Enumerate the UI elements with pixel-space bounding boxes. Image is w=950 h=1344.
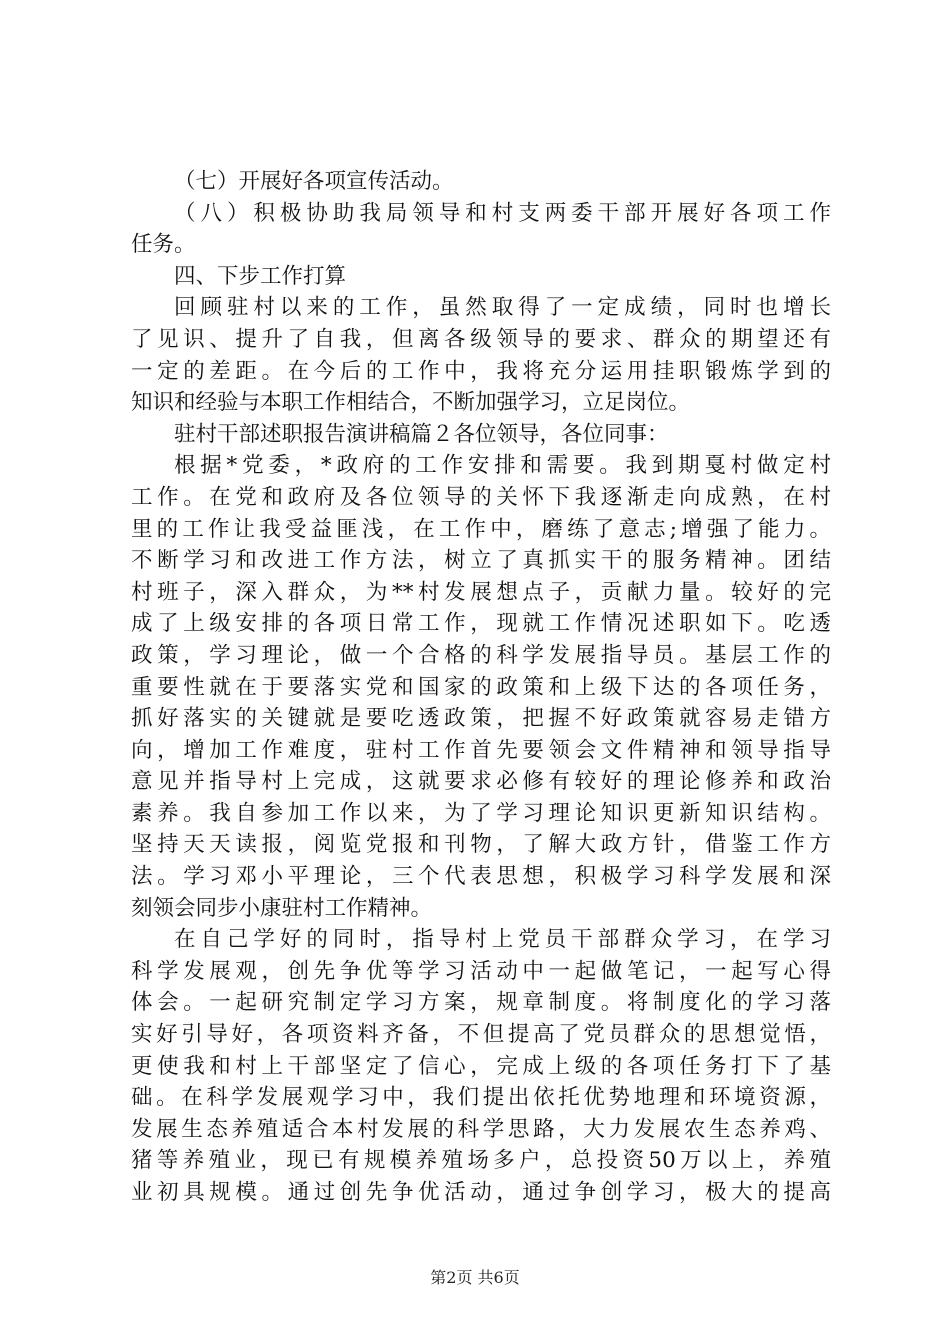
text-line: 一定的差距。在今后的工作中，我将充分运用挂职锻炼学到的 [131,358,831,384]
text-line: （七）开展好各项宣传活动。 [174,169,454,194]
text-line: 猪等养殖业，现已有规模养殖场多户，总投资50万以上，养殖 [131,1148,831,1174]
text-line: 不断学习和改进工作方法，树立了真抓实干的服务精神。团结 [131,548,831,574]
text-line: 村班子，深入群众，为**村发展想点子，贡献力量。较好的完 [131,579,831,605]
text-line: 业初具规模。通过创先争优活动，通过争创学习，极大的提高 [131,1180,831,1205]
text-line: 向，增加工作难度，驻村工作首先要领会文件精神和领导指导 [131,737,831,763]
text-line: 意见并指导村上完成，这就要求必修有较好的理论修养和政治 [131,769,831,795]
text-line: （八）积极协助我局领导和村支两委干部开展好各项工作 [174,200,831,226]
text-line: 坚持天天读报，阅览党报和刊物，了解大政方针，借鉴工作方 [131,832,831,858]
text-line: 科学发展观，创先争优等学习活动中一起做笔记，一起写心得 [131,958,831,984]
text-line: 体会。一起研究制定学习方案，规章制度。将制度化的学习落 [131,990,831,1016]
text-line: 在自己学好的同时，指导村上党员干部群众学习，在学习 [174,927,831,953]
text-line: 素养。我自参加工作以来，为了学习理论知识更新知识结构。 [131,800,831,826]
section-heading: 四、下步工作打算 [174,263,347,289]
text-line: 实好引导好，各项资料齐备，不但提高了党员群众的思想觉悟， [131,1022,831,1048]
text-line: 政策，学习理论，做一个合格的科学发展指导员。基层工作的 [131,642,831,668]
body-text [131,166,831,1209]
text-line: 任务。 [131,232,196,258]
text-line: 驻村干部述职报告演讲稿篇２各位领导，各位同事： [174,421,669,447]
text-line: 发展生态养殖适合本村发展的科学思路，大力发展农生态养鸡、 [131,1116,831,1142]
text-line: 重要性就在于要落实党和国家的政策和上级下达的各项任务， [131,674,831,700]
text-line: 抓好落实的关键就是要吃透政策，把握不好政策就容易走错方 [131,706,831,732]
page-number: 第2页 共6页 [430,1268,520,1287]
text-line: 里的工作让我受益匪浅，在工作中，磨练了意志;增强了能力。 [131,516,831,542]
text-line: 础。在科学发展观学习中，我们提出依托优势地理和环境资源， [131,1085,831,1111]
text-line: 了见识、提升了自我，但离各级领导的要求、群众的期望还有 [131,326,831,352]
text-line: 根据*党委，*政府的工作安排和需要。我到期戛村做定村 [174,453,831,479]
text-line: 工作。在党和政府及各位领导的关怀下我逐渐走向成熟，在村 [131,484,831,510]
text-line: 更使我和村上干部坚定了信心，完成上级的各项任务打下了基 [131,1053,831,1079]
text-line: 回顾驻村以来的工作，虽然取得了一定成绩，同时也增长 [174,295,831,321]
text-line: 刻领会同步小康驻村工作精神。 [131,895,433,921]
text-line: 成了上级安排的各项日常工作，现就工作情况述职如下。吃透 [131,611,831,637]
text-line: 知识和经验与本职工作相结合，不断加强学习，立足岗位。 [131,390,691,416]
text-line: 法。学习邓小平理论，三个代表思想，积极学习科学发展和深 [131,864,831,890]
